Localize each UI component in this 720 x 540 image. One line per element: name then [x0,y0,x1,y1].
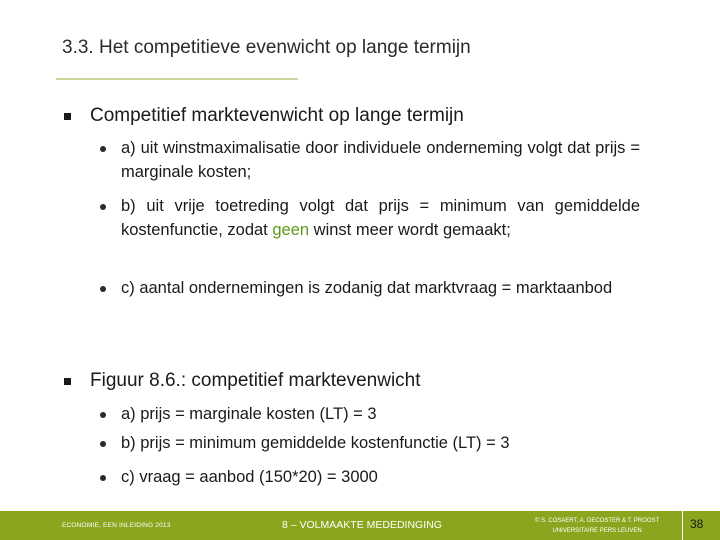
round-bullet-icon [100,441,106,447]
list-item-text: a) prijs = marginale kosten (LT) = 3 [121,405,377,423]
list-item-text: c) vraag = aanbod (150*20) = 3000 [121,468,378,486]
title-underline [56,78,298,80]
list-item-text-end: winst meer wordt gemaakt; [309,220,511,239]
square-bullet-icon [64,378,71,385]
list-item [100,195,640,242]
footer-publisher: UNIVERSITAIRE PERS LEUVEN [552,528,642,534]
page-number: 38 [690,517,704,531]
footer-authors: © S. COSAERT, A. DECOSTER & T. PROOST [535,518,660,524]
list-item [100,277,640,301]
round-bullet-icon [100,146,106,152]
footer-course-title: ECONOMIE, EEN INLEIDING 2013 [62,522,171,529]
section-1-heading: Competitief marktevenwicht op lange termijn [90,105,464,126]
list-item-text: c) aantal ondernemingen is zodanig dat marktvraag = marktaanbod [121,279,613,297]
footer-chapter: 8 – VOLMAAKTE MEDEDINGING [282,519,442,531]
list-item [100,137,640,184]
slide-title: 3.3. Het competitieve evenwicht op lange termijn [62,37,471,58]
highlight-word: geen [272,220,310,239]
footer-copyright [535,516,659,536]
list-item-text [121,195,640,242]
list-item [100,403,640,427]
list-item [100,466,640,490]
footer-divider [682,511,683,540]
round-bullet-icon [100,286,106,292]
footer-bar [0,511,720,540]
round-bullet-icon [100,412,106,418]
section-2-heading: Figuur 8.6.: competitief marktevenwicht [90,370,421,391]
list-item-text: a) uit winstmaximalisatie door individuele onderneming volgt dat prijs = marginale kosten; [121,139,640,181]
square-bullet-icon [64,113,71,120]
round-bullet-icon [100,475,106,481]
round-bullet-icon [100,204,106,210]
list-item-text-start: b) uit vrije toetreding volgt dat prijs = minimum van gemiddelde kostenfunctie, zodat [121,197,640,239]
list-item [100,432,640,456]
list-item-text: b) prijs = minimum gemiddelde kostenfunctie (LT) = 3 [121,434,510,452]
